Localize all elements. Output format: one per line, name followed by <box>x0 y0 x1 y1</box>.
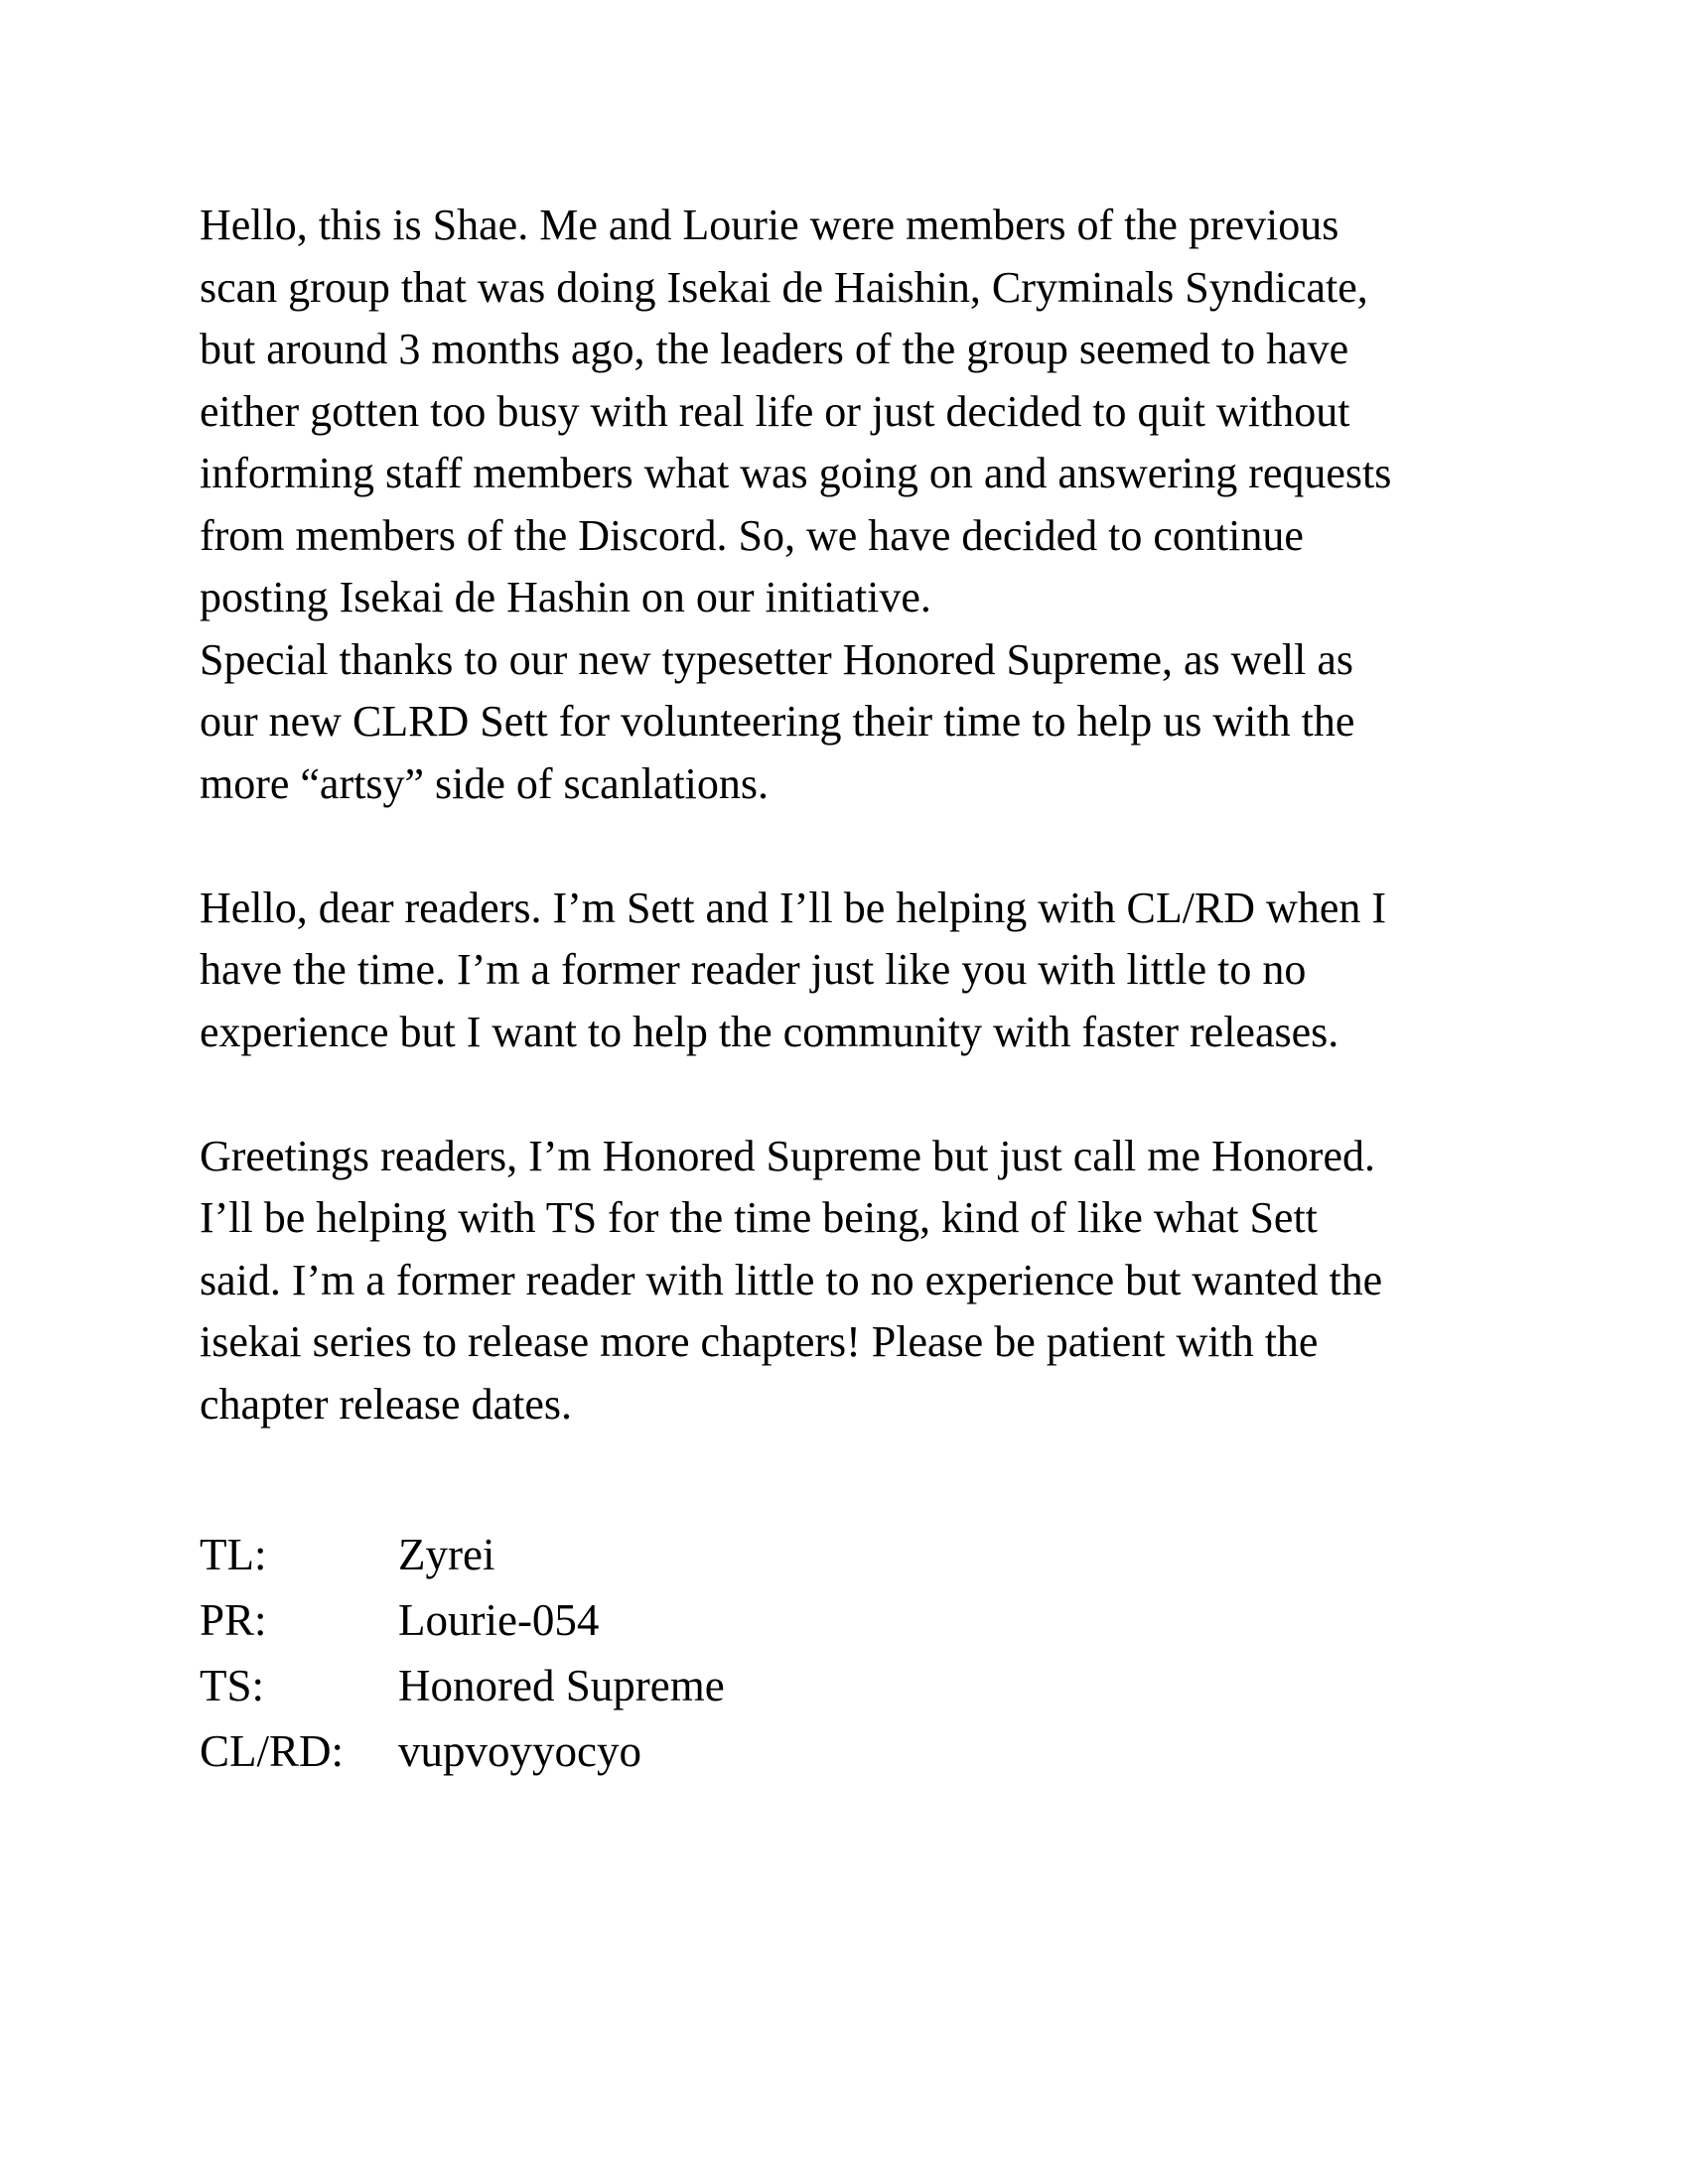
paragraph-spacer <box>200 815 1590 878</box>
text-line: from members of the Discord. So, we have decided to continue <box>200 510 1304 560</box>
text-line: scan group that was doing Isekai de Haishin, Cryminals Syndicate, <box>200 262 1368 312</box>
text-line: Special thanks to our new typesetter Honored Supreme, as well as <box>200 634 1354 684</box>
text-line: Hello, dear readers. I’m Sett and I’ll be helping with CL/RD when I <box>200 883 1387 932</box>
credit-name: vupvoyyocyo <box>398 1726 641 1776</box>
text-line: Greetings readers, I’m Honored Supreme but just call me Honored. <box>200 1131 1375 1180</box>
text-line: isekai series to release more chapters! Please be patient with the <box>200 1317 1319 1366</box>
credit-row-ts <box>200 1653 1193 1718</box>
credit-row-clrd <box>200 1718 1193 1784</box>
text-line: Hello, this is Shae. Me and Lourie were members of the previous <box>200 201 1339 249</box>
text-line: more “artsy” side of scanlations. <box>200 758 770 808</box>
text-line: either gotten too busy with real life or just decided to quit without <box>200 386 1350 436</box>
paragraph-spacer <box>200 1063 1590 1126</box>
text-line: posting Isekai de Hashin on our initiative. <box>200 573 931 621</box>
credit-name: Zyrei <box>398 1530 495 1579</box>
credit-role: TS: <box>200 1661 265 1710</box>
text-line: chapter release dates. <box>200 1379 572 1429</box>
credits-list <box>200 1522 1193 1784</box>
text-line: have the time. I’m a former reader just like you with little to no <box>200 945 1307 994</box>
paragraph-intro <box>200 195 1590 815</box>
credit-row-tl <box>200 1522 1193 1587</box>
credit-role: CL/RD: <box>200 1726 345 1776</box>
text-line: I’ll be helping with TS for the time being, kind of like what Sett <box>200 1193 1318 1242</box>
credit-name: Honored Supreme <box>398 1661 725 1710</box>
paragraph-honored <box>200 1126 1590 1436</box>
text-line: but around 3 months ago, the leaders of the group seemed to have <box>200 325 1349 373</box>
credit-role: TL: <box>200 1530 267 1579</box>
credit-row-pr <box>200 1587 1193 1653</box>
text-line: said. I’m a former reader with little to no experience but wanted the <box>200 1255 1383 1304</box>
text-line: informing staff members what was going on and answering requests <box>200 449 1392 497</box>
credit-role: PR: <box>200 1595 267 1645</box>
body-text <box>200 195 1590 1435</box>
text-line: our new CLRD Sett for volunteering their time to help us with the <box>200 697 1355 746</box>
credit-name: Lourie-054 <box>398 1595 600 1645</box>
text-line: experience but I want to help the community with faster releases. <box>200 1007 1339 1056</box>
paragraph-sett <box>200 878 1590 1064</box>
